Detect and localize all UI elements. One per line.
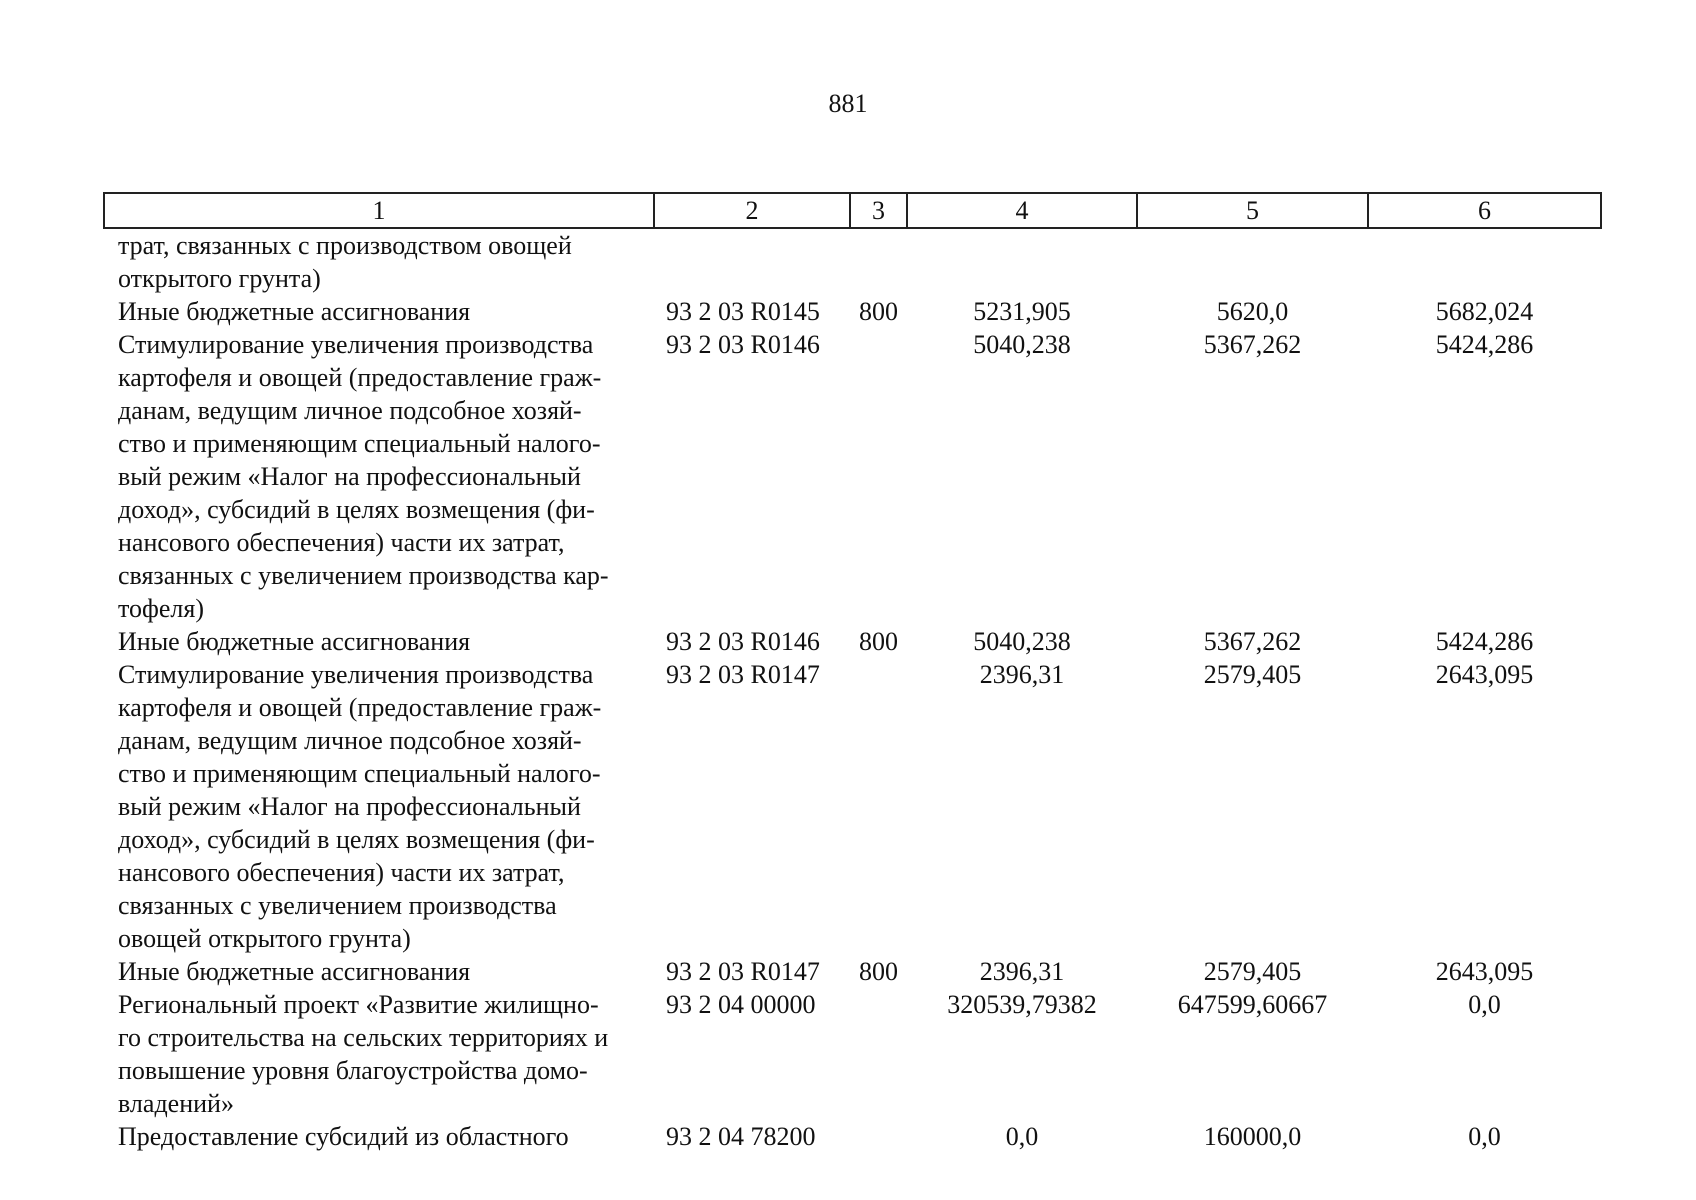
row-year-3-cell: 2643,095: [1435, 660, 1534, 689]
row-year-2-cell: 2579,405: [1203, 957, 1302, 986]
row-year-3-cell: 5424,286: [1435, 627, 1534, 656]
row-name-line: го строительства на сельских территориях и: [118, 1023, 609, 1052]
row-year-2-cell: 5367,262: [1203, 330, 1302, 359]
row-name-line: Иные бюджетные ассигнования: [118, 297, 471, 326]
row-year-2-cell: 2579,405: [1203, 660, 1302, 689]
table-row: [104, 625, 1601, 658]
row-name-line: Стимулирование увеличения производства: [118, 330, 594, 359]
row-expense-type-cell: 800: [859, 957, 898, 986]
row-year-1-cell: 320539,79382: [947, 990, 1097, 1019]
table-row: [104, 295, 1601, 328]
row-year-1-cell: 2396,31: [979, 660, 1065, 689]
table-header: [104, 193, 1601, 228]
header-cell-expense-type: 3: [850, 193, 907, 228]
row-name-line: Предоставление субсидий из областного: [118, 1122, 569, 1151]
row-name-cell: [104, 328, 654, 625]
row-code-cell: [654, 228, 850, 295]
row-name-line: картофеля и овощей (предоставление граж-: [118, 693, 602, 722]
row-year-1-cell: 5040,238: [973, 330, 1071, 359]
row-name-cell: [104, 228, 654, 295]
row-code-cell: 93 2 03 R0145: [666, 297, 820, 326]
table-body: [104, 228, 1601, 1153]
row-expense-type-cell: [850, 988, 907, 1120]
row-name-line: Иные бюджетные ассигнования: [118, 957, 471, 986]
row-expense-type-cell: [850, 658, 907, 955]
row-year-2-cell: 160000,0: [1203, 1122, 1302, 1151]
row-name-line: открытого грунта): [118, 264, 321, 293]
row-name-line: данам, ведущим личное подсобное хозяй-: [118, 396, 582, 425]
row-name-line: Стимулирование увеличения производства: [118, 660, 594, 689]
table-row: [104, 955, 1601, 988]
row-year-3-cell: 2643,095: [1435, 957, 1534, 986]
row-name-line: картофеля и овощей (предоставление граж-: [118, 363, 602, 392]
row-name-cell: [104, 658, 654, 955]
table-row: [104, 658, 1601, 955]
row-year-1-cell: 0,0: [1005, 1122, 1039, 1151]
row-name-cell: [104, 625, 654, 658]
header-cell-code: 2: [654, 193, 850, 228]
row-name-line: ство и применяющим специальный налого-: [118, 429, 601, 458]
table-row: [104, 988, 1601, 1120]
row-year-1-cell: 5040,238: [973, 627, 1071, 656]
row-year-1-cell: 2396,31: [979, 957, 1065, 986]
table-row: [104, 1120, 1601, 1153]
row-year-3-cell: 0,0: [1468, 990, 1501, 1019]
header-cell-name: 1: [104, 193, 654, 228]
row-code-cell: 93 2 03 R0146: [666, 627, 820, 656]
row-year-1-cell: [907, 228, 1137, 295]
row-expense-type-cell: [850, 228, 907, 295]
row-name-cell: [104, 1120, 654, 1153]
row-name-line: доход», субсидий в целях возмещения (фи-: [118, 825, 595, 854]
row-name-line: Региональный проект «Развитие жилищно-: [118, 990, 599, 1019]
row-name-line: доход», субсидий в целях возмещения (фи-: [118, 495, 595, 524]
row-code-cell: 93 2 03 R0147: [666, 957, 820, 986]
row-name-line: Иные бюджетные ассигнования: [118, 627, 471, 656]
header-row: [104, 193, 1601, 228]
row-year-3-cell: 0,0: [1468, 1122, 1501, 1151]
header-cell-year-2: 5: [1137, 193, 1368, 228]
header-cell-year-3: 6: [1368, 193, 1601, 228]
row-code-cell: 93 2 04 78200: [666, 1122, 816, 1151]
row-name-line: связанных с увеличением производства: [118, 891, 557, 920]
row-name-line: трат, связанных с производством овощей: [118, 231, 572, 260]
row-name-line: ство и применяющим специальный налого-: [118, 759, 601, 788]
row-year-2-cell: 647599,60667: [1177, 990, 1328, 1019]
row-expense-type-cell: 800: [859, 627, 898, 656]
row-year-1-cell: 5231,905: [973, 297, 1071, 326]
page-number: 881: [828, 89, 868, 118]
header-cell-year-1: 4: [907, 193, 1137, 228]
row-year-3-cell: [1368, 228, 1601, 295]
row-name-line: владений»: [118, 1089, 234, 1118]
row-name-line: вый режим «Налог на профессиональный: [118, 792, 581, 821]
row-name-line: тофеля): [118, 594, 204, 623]
budget-table: [103, 192, 1602, 1153]
row-expense-type-cell: 800: [859, 297, 898, 326]
row-name-line: вый режим «Налог на профессиональный: [118, 462, 581, 491]
row-code-cell: 93 2 03 R0146: [666, 330, 820, 359]
row-expense-type-cell: [850, 1120, 907, 1153]
row-name-line: овощей открытого грунта): [118, 924, 411, 953]
row-name-cell: [104, 988, 654, 1120]
row-name-cell: [104, 955, 654, 988]
row-name-line: связанных с увеличением производства кар-: [118, 561, 609, 590]
row-name-line: нансового обеспечения) части их затрат,: [118, 858, 565, 887]
row-name-line: нансового обеспечения) части их затрат,: [118, 528, 565, 557]
table-row: [104, 328, 1601, 625]
row-year-2-cell: 5620,0: [1216, 297, 1289, 326]
row-expense-type-cell: [850, 328, 907, 625]
row-name-line: данам, ведущим личное подсобное хозяй-: [118, 726, 582, 755]
row-code-cell: 93 2 04 00000: [666, 990, 816, 1019]
row-code-cell: 93 2 03 R0147: [666, 660, 820, 689]
row-name-cell: [104, 295, 654, 328]
row-year-3-cell: 5682,024: [1435, 297, 1534, 326]
table-row: [104, 228, 1601, 295]
row-year-2-cell: [1137, 228, 1368, 295]
row-year-2-cell: 5367,262: [1203, 627, 1302, 656]
row-name-line: повышение уровня благоустройства домо-: [118, 1056, 588, 1085]
row-year-3-cell: 5424,286: [1435, 330, 1534, 359]
